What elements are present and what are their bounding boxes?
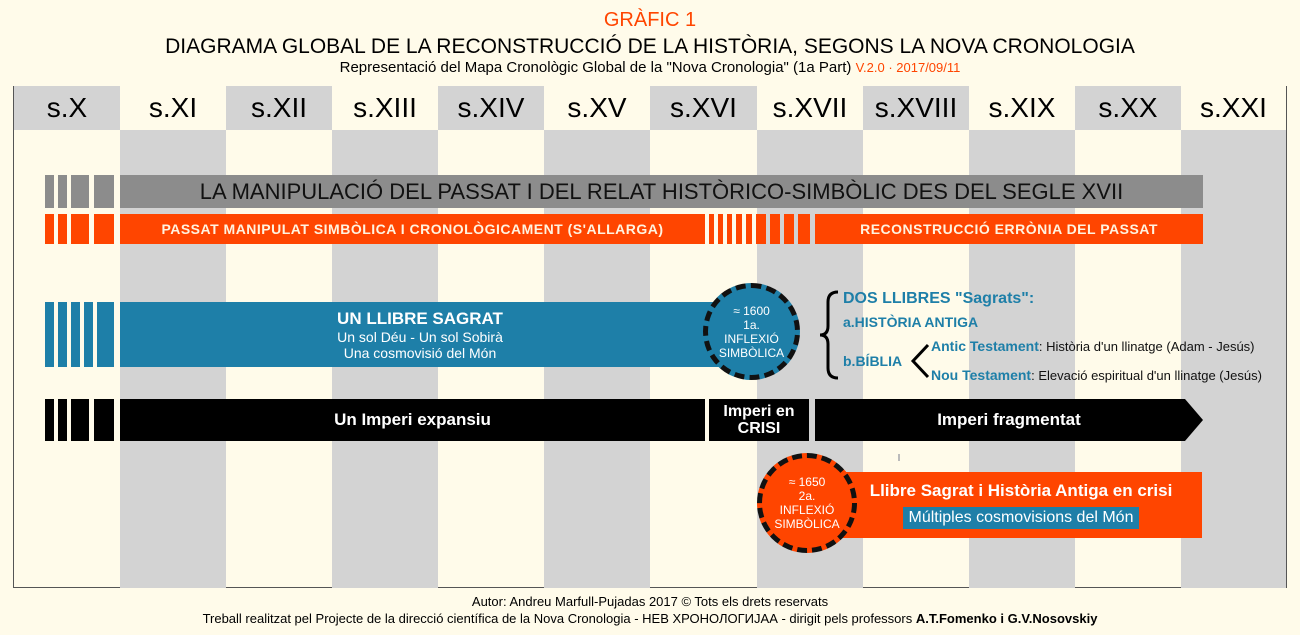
- orange-stripe: [784, 214, 794, 244]
- first-inflection-circle: [703, 283, 800, 380]
- wrong-reconstruction-bar: RECONSTRUCCIÓ ERRÒNIA DEL PASSAT: [815, 214, 1203, 244]
- black-stripe: [71, 399, 89, 441]
- old-testament-label: Antic Testament: [931, 338, 1039, 354]
- version-label: V.2.0 · 2017/09/11: [855, 60, 961, 75]
- page-title: DIAGRAMA GLOBAL DE LA RECONSTRUCCIÓ DE LA HISTÒRIA, SEGONS LA NOVA CRONOLOGIA: [165, 35, 1135, 58]
- orange-stripe: [798, 214, 810, 244]
- new-testament-text: : Elevació espiritual d'un llinatge (Jesús): [1031, 368, 1262, 383]
- tick-mark: [898, 454, 900, 461]
- second-inflection-circle: [757, 453, 857, 553]
- orange-stripe: [727, 214, 732, 244]
- manipulation-bar: LA MANIPULACIÓ DEL PASSAT I DEL RELAT HISTÒRICO-SIMBÒLIC DES DEL SEGLE XVII: [120, 175, 1203, 208]
- blue-stripe: [58, 302, 67, 367]
- project-credit: [0, 611, 1300, 626]
- century-label: s.XVII: [757, 86, 863, 130]
- professors-names: A.T.Fomenko i G.V.Nosovskiy: [915, 611, 1098, 626]
- subtitle-text: Representació del Mapa Cronològic Global de la "Nova Cronologia" (1a Part): [339, 59, 852, 76]
- sacred-book-bar: [120, 302, 720, 367]
- century-label: s.X: [14, 86, 120, 130]
- manipulated-past-bar: PASSAT MANIPULAT SIMBÒLICA I CRONOLÒGICAMENT (S'ALLARGA): [120, 214, 705, 244]
- orange-stripe: [718, 214, 723, 244]
- orange-stripe: [58, 214, 67, 244]
- century-label: s.XV: [544, 86, 650, 130]
- blue-stripe: [97, 302, 114, 367]
- black-stripe: [45, 399, 54, 441]
- inflection-label: SIMBÒLICA: [774, 517, 840, 531]
- century-label: s.XVIII: [863, 86, 969, 130]
- blue-stripe: [71, 302, 80, 367]
- empire-crisis-bar: [709, 399, 809, 441]
- orange-stripe: [94, 214, 114, 244]
- old-testament-line: [931, 338, 1255, 354]
- black-stripe: [94, 399, 114, 441]
- orange-stripe: [770, 214, 780, 244]
- expansive-empire-bar: Un Imperi expansiu: [120, 399, 705, 441]
- century-label: s.XVI: [650, 86, 757, 130]
- century-label: s.XIII: [332, 86, 438, 130]
- orange-stripe: [746, 214, 752, 244]
- new-testament-line: [931, 367, 1262, 383]
- inflection-number: 1a.: [743, 317, 760, 332]
- bible-label: b.BÍBLIA: [843, 353, 903, 369]
- century-label: s.XI: [120, 86, 226, 130]
- black-stripe: [58, 399, 67, 441]
- inflection-number: 2a.: [798, 489, 816, 503]
- orange-stripe: [45, 214, 54, 244]
- century-label: s.XXI: [1181, 86, 1286, 130]
- inflection-label: SIMBÒLICA: [718, 345, 785, 360]
- sacred-book-line: Una cosmovisió del Món: [343, 344, 497, 361]
- new-testament-label: Nou Testament: [931, 367, 1032, 383]
- sacred-book-line: Un sol Déu - Un sol Sobirà: [337, 328, 503, 345]
- gray-stripe: [45, 175, 54, 208]
- blue-stripe: [45, 302, 54, 367]
- gray-stripe: [71, 175, 89, 208]
- crisis-title: Llibre Sagrat i Història Antiga en crisi: [869, 481, 1173, 500]
- multiple-worldviews-label: Múltiples cosmovisions del Món: [903, 507, 1140, 529]
- angle-bracket-icon: [909, 343, 931, 379]
- inflection-label: INFLEXIÓ: [724, 331, 779, 346]
- gray-stripe: [58, 175, 67, 208]
- century-label: s.XII: [226, 86, 332, 130]
- author-credit: Autor: Andreu Marfull-Pujadas 2017 © Tots els drets reservats: [471, 594, 829, 609]
- blue-stripe: [84, 302, 93, 367]
- inflection-year: ≈ 1650: [788, 475, 826, 489]
- crisis-bar: [840, 472, 1202, 538]
- century-label: s.XX: [1075, 86, 1181, 130]
- sacred-book-title: UN LLIBRE SAGRAT: [337, 308, 503, 328]
- two-books-title: DOS LLIBRES "Sagrats":: [843, 290, 1035, 307]
- inflection-year: ≈ 1600: [733, 303, 770, 318]
- project-credit-text: Treball realitzat pel Projecte de la direcció científica de la Nova Cronologia - НЕВ ХРОНОЛОГИЈАА - dirigit pels professors: [202, 611, 916, 626]
- page-subtitle: [0, 59, 1300, 76]
- old-testament-text: : Història d'un llinatge (Adam - Jesús): [1038, 339, 1255, 354]
- orange-stripe: [709, 214, 714, 244]
- fragmented-empire-bar: Imperi fragmentat: [937, 410, 1081, 429]
- ancient-history-label: a.HISTÒRIA ANTIGA: [843, 314, 979, 330]
- century-label: s.XIV: [438, 86, 544, 130]
- gray-stripe: [94, 175, 114, 208]
- orange-stripe: [736, 214, 742, 244]
- inflection-label: INFLEXIÓ: [779, 503, 835, 517]
- orange-stripe: [71, 214, 89, 244]
- orange-stripe: [756, 214, 766, 244]
- century-label: s.XIX: [969, 86, 1075, 130]
- empire-crisis-line: Imperi en: [723, 403, 795, 420]
- chart-number: GRÀFIC 1: [603, 9, 697, 31]
- curly-brace-icon: [818, 290, 842, 380]
- empire-crisis-line: CRISI: [737, 420, 781, 437]
